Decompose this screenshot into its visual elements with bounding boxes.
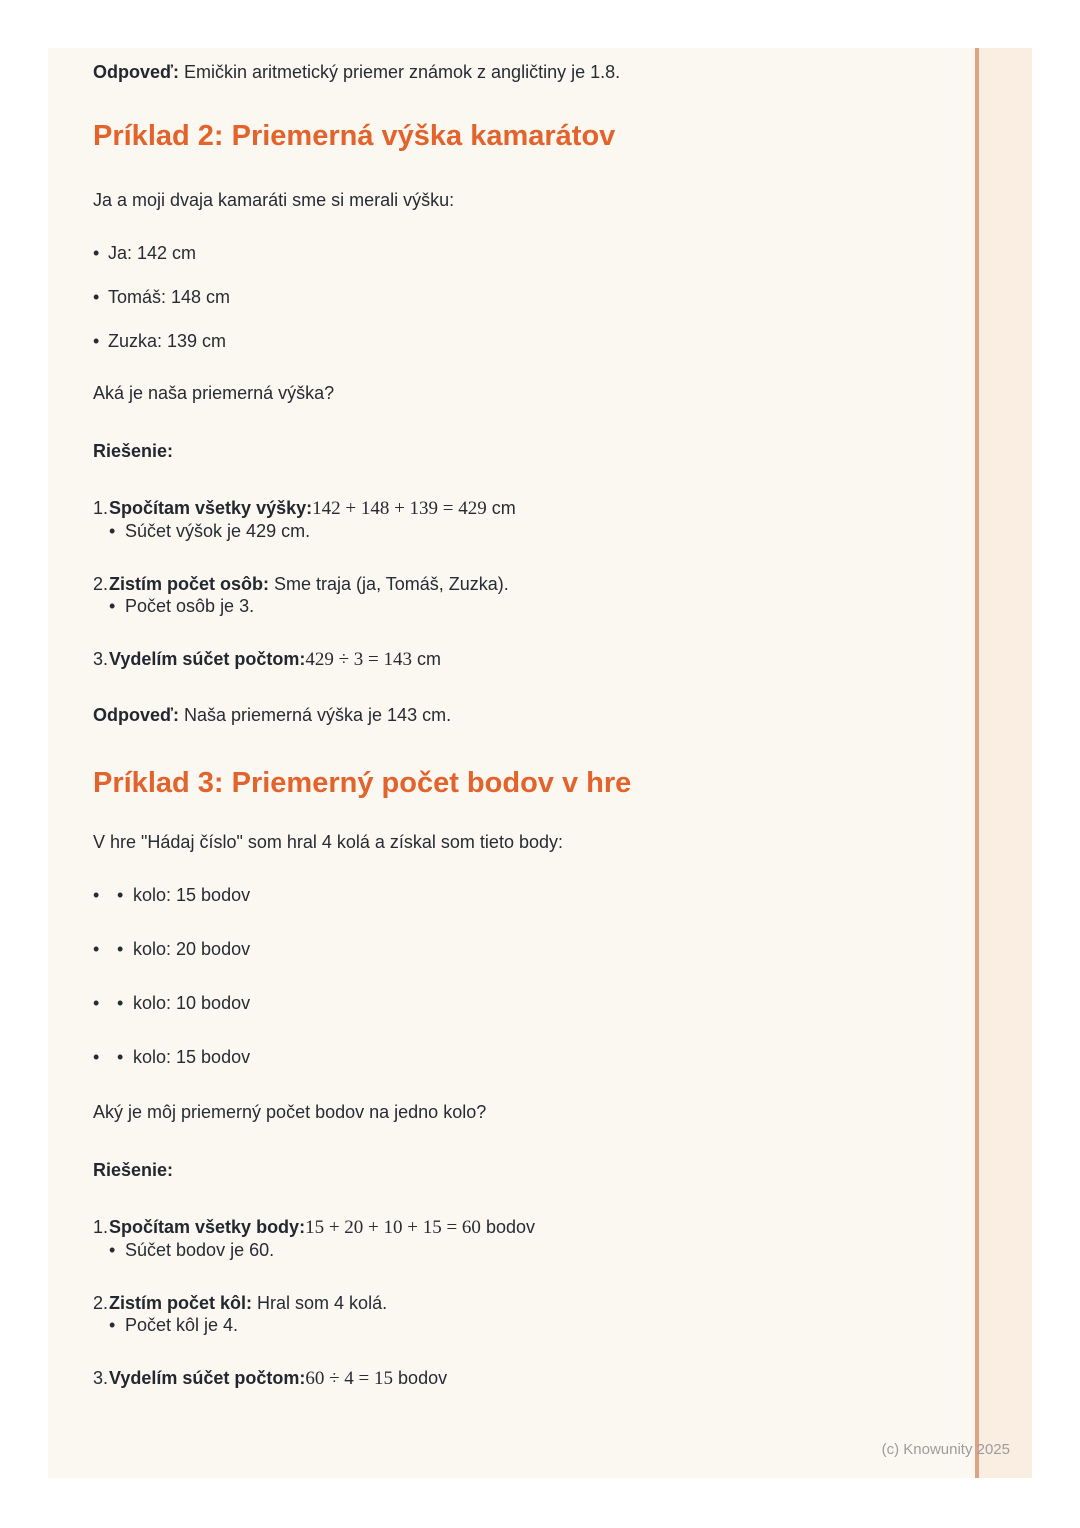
- document-content: [93, 61, 953, 1390]
- solution-step: [93, 573, 953, 617]
- answer-text: Naša priemerná výška je 143 cm.: [183, 705, 452, 725]
- example3-title: Príklad 3: Priemerný počet bodov v hre: [93, 767, 632, 799]
- sub-item-text: Súčet bodov je 60.: [125, 1240, 275, 1260]
- step-number: 3.: [93, 1368, 109, 1388]
- list-item-text: Tomáš: 148 cm: [108, 287, 231, 307]
- step-plain-text: Sme traja (ja, Tomáš, Zuzka).: [274, 574, 509, 594]
- example2-intro: Ja a moji dvaja kamaráti sme si merali výšku:: [93, 190, 455, 210]
- step-text: Vydelím súčet počtom:429 ÷ 3 = 143 cm: [109, 649, 442, 670]
- step-sub-list: [109, 520, 953, 542]
- nested-bullet-icon: •: [117, 993, 124, 1013]
- answer-text: Emičkin aritmetický priemer známok z angličtiny je 1.8.: [183, 62, 621, 82]
- step-sub-list: [109, 595, 953, 617]
- list-item-text: kolo: 20 bodov: [133, 939, 251, 959]
- answer-label: Odpoveď:: [93, 62, 179, 82]
- copyright-watermark: (c) Knowunity 2025: [881, 1441, 1010, 1458]
- right-margin-stripe: [975, 48, 1032, 1478]
- list-item-text: kolo: 10 bodov: [133, 993, 251, 1013]
- step-text: Vydelím súčet počtom:60 ÷ 4 = 15 bodov: [109, 1368, 448, 1389]
- step-text: Zistím počet osôb: Sme traja (ja, Tomáš, Zuzka).: [109, 574, 509, 594]
- list-item: [93, 286, 953, 308]
- step-plain-text: Hral som 4 kolá.: [257, 1293, 388, 1313]
- answer-paragraph: [93, 704, 953, 726]
- solution-step: [93, 1292, 953, 1336]
- bullet-icon: •: [93, 243, 100, 263]
- sub-list-item: [109, 520, 953, 542]
- solution-step: [93, 1367, 953, 1390]
- bullet-icon: •: [93, 287, 100, 307]
- example3-steps: [93, 1216, 953, 1390]
- step-sub-list: [109, 1314, 953, 1336]
- example3-solution-label: Riešenie:: [93, 1160, 174, 1180]
- nested-bullet-icon: •: [117, 885, 124, 905]
- answer-label: Odpoveď:: [93, 705, 179, 725]
- step-number: 3.: [93, 649, 109, 669]
- list-item: [93, 938, 953, 960]
- example2-title: Príklad 2: Priemerná výška kamarátov: [93, 120, 616, 152]
- bullet-icon: •: [109, 521, 116, 541]
- bullet-icon: •: [109, 1315, 116, 1335]
- step-number: 1.: [93, 1217, 109, 1237]
- list-item-text: kolo: 15 bodov: [133, 1047, 251, 1067]
- list-item: [93, 884, 953, 906]
- sub-list-item: [109, 1314, 953, 1336]
- sub-item-text: Počet kôl je 4.: [125, 1315, 239, 1335]
- step-text: Zistím počet kôl: Hral som 4 kolá.: [109, 1293, 388, 1313]
- list-item-text: kolo: 15 bodov: [133, 885, 251, 905]
- step-text: Spočítam všetky body:15 + 20 + 10 + 15 = 60 bodov: [109, 1217, 535, 1238]
- bullet-icon: •: [93, 885, 100, 905]
- math-expression: 60 ÷ 4 = 15: [305, 1368, 394, 1389]
- math-expression: 142 + 148 + 139 = 429: [312, 498, 487, 519]
- math-expression: 429 ÷ 3 = 143: [305, 649, 413, 670]
- bullet-icon: •: [93, 939, 100, 959]
- bullet-icon: •: [93, 993, 100, 1013]
- step-number: 2.: [93, 1293, 109, 1313]
- math-unit: cm: [417, 649, 442, 669]
- list-item: [93, 242, 953, 264]
- example3-question: Aký je môj priemerný počet bodov na jedno kolo?: [93, 1102, 487, 1122]
- example2-solution-label: Riešenie:: [93, 441, 174, 461]
- list-item: [93, 1046, 953, 1068]
- answer-paragraph: [93, 61, 953, 83]
- list-item: [93, 992, 953, 1014]
- bullet-icon: •: [109, 596, 116, 616]
- step-sub-list: [109, 1239, 953, 1261]
- list-item-text: Zuzka: 139 cm: [108, 331, 227, 351]
- document-card: [48, 48, 1032, 1478]
- nested-bullet-icon: •: [117, 939, 124, 959]
- sub-item-text: Počet osôb je 3.: [125, 596, 255, 616]
- example3-intro: V hre "Hádaj číslo" som hral 4 kolá a získal som tieto body:: [93, 832, 563, 852]
- sub-list-item: [109, 595, 953, 617]
- sub-list-item: [109, 1239, 953, 1261]
- example2-question: Aká je naša priemerná výška?: [93, 383, 335, 403]
- math-unit: bodov: [485, 1217, 535, 1237]
- list-item-text: Ja: 142 cm: [108, 243, 197, 263]
- math-unit: bodov: [398, 1368, 448, 1388]
- nested-bullet-icon: •: [117, 1047, 124, 1067]
- example3-list: [93, 884, 953, 1068]
- step-number: 2.: [93, 574, 109, 594]
- example2-steps: [93, 497, 953, 671]
- solution-step: [93, 1216, 953, 1261]
- example2-list: [93, 242, 953, 352]
- list-item: [93, 330, 953, 352]
- sub-item-text: Súčet výšok je 429 cm.: [125, 521, 311, 541]
- step-number: 1.: [93, 498, 109, 518]
- math-expression: 15 + 20 + 10 + 15 = 60: [305, 1217, 481, 1238]
- bullet-icon: •: [93, 331, 100, 351]
- step-text: Spočítam všetky výšky:142 + 148 + 139 = 429 cm: [109, 498, 516, 519]
- math-unit: cm: [491, 498, 516, 518]
- bullet-icon: •: [93, 1047, 100, 1067]
- solution-step: [93, 497, 953, 542]
- bullet-icon: •: [109, 1240, 116, 1260]
- solution-step: [93, 648, 953, 671]
